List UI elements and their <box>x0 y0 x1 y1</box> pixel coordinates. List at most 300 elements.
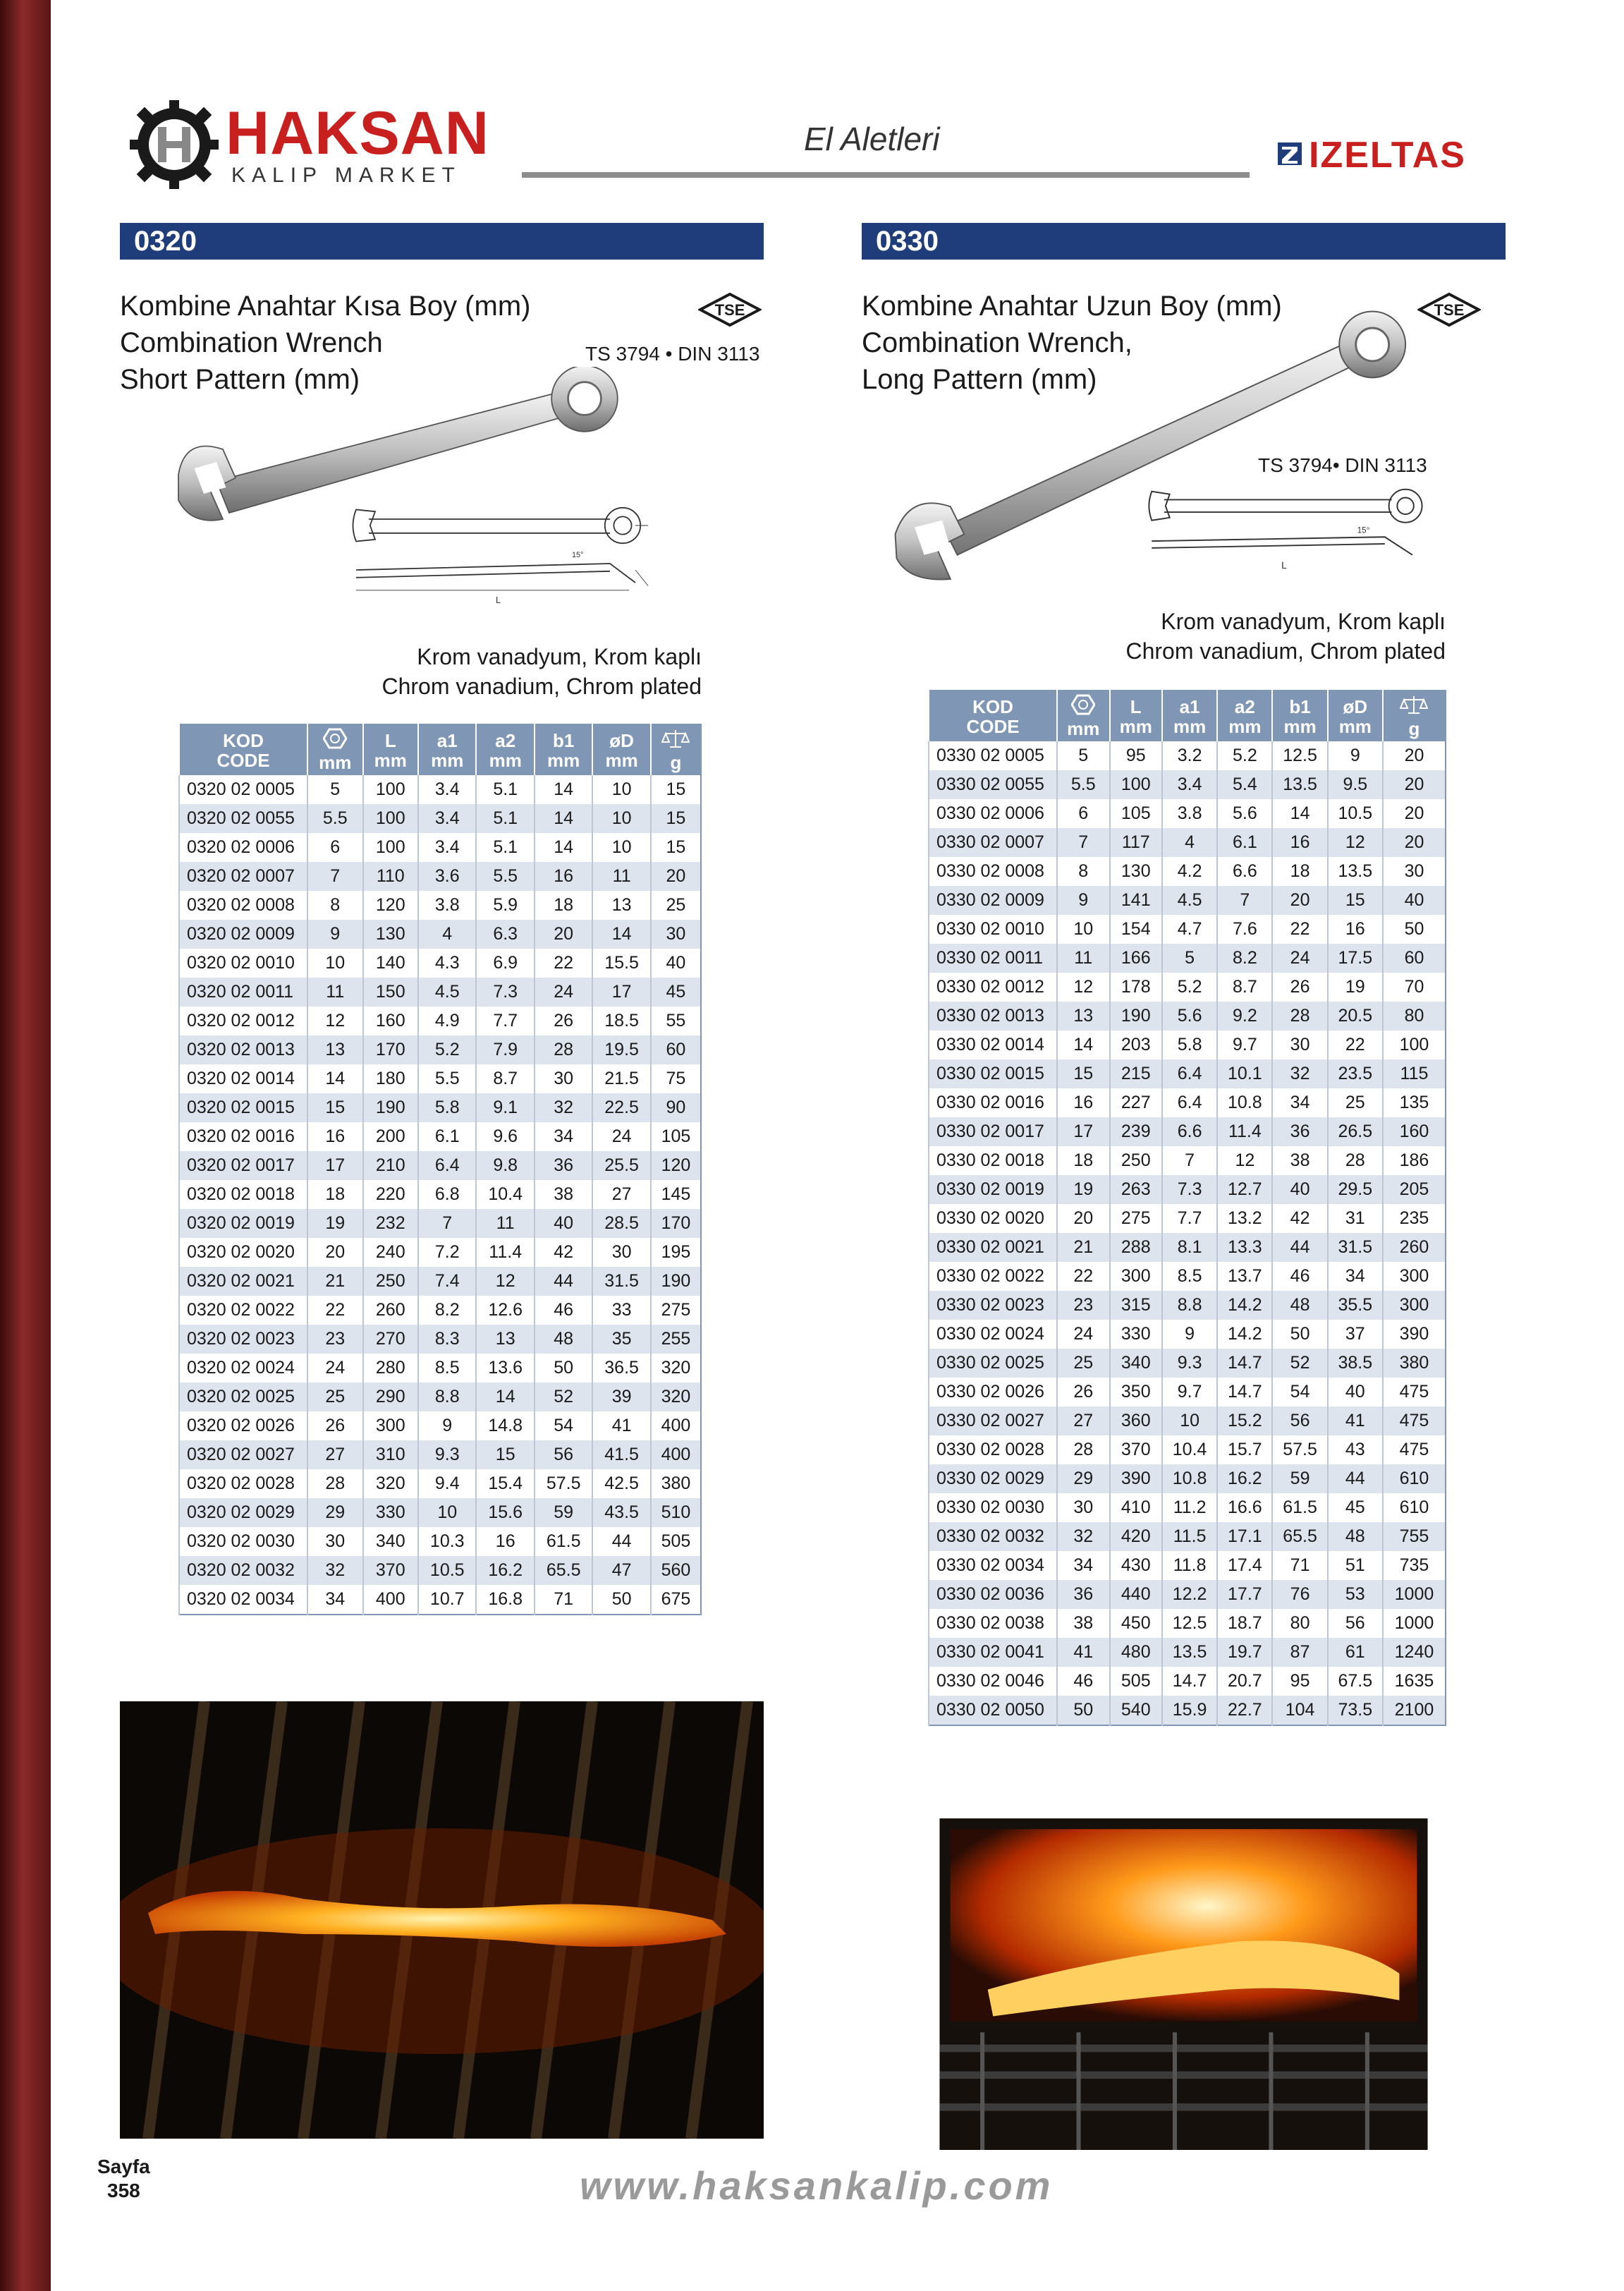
spec-cell: 5.2 <box>1162 973 1217 1002</box>
spec-cell: 8.8 <box>1162 1291 1217 1320</box>
spec-cell: 475 <box>1383 1406 1446 1435</box>
spec-cell: 32 <box>1057 1522 1110 1551</box>
spec-cell: 42 <box>535 1238 592 1267</box>
spec-cell: 71 <box>535 1585 592 1615</box>
spec-cell: 8.7 <box>476 1064 534 1093</box>
spec-cell: 14 <box>535 775 592 804</box>
table-row <box>179 1296 701 1325</box>
spec-cell: 8.5 <box>418 1354 476 1382</box>
spec-cell: 15 <box>1057 1059 1110 1088</box>
spec-cell: 15.5 <box>592 949 650 978</box>
spec-cell: 6.8 <box>418 1180 476 1209</box>
spec-cell: 27 <box>592 1180 650 1209</box>
material-line: Krom vanadyum, Krom kaplı <box>1161 609 1446 634</box>
product-code-cell: 0330 02 0009 <box>929 886 1057 915</box>
spec-cell: 65.5 <box>535 1556 592 1585</box>
spec-cell: 9.3 <box>1162 1349 1217 1378</box>
product-code-cell: 0330 02 0041 <box>929 1638 1057 1667</box>
spec-cell: 9.5 <box>1328 770 1383 799</box>
spec-cell: 6.6 <box>1217 857 1272 886</box>
spec-cell: 30 <box>592 1238 650 1267</box>
spec-cell: 18.7 <box>1217 1609 1272 1638</box>
spec-cell: 60 <box>1383 944 1446 973</box>
spec-cell: 10 <box>1162 1406 1217 1435</box>
spec-cell: 4 <box>1162 828 1217 857</box>
spec-cell: 39 <box>592 1382 650 1411</box>
spec-cell: 16 <box>535 862 592 891</box>
spec-cell: 5.1 <box>476 833 534 862</box>
spec-cell: 33 <box>592 1296 650 1325</box>
product-code-cell: 0320 02 0008 <box>179 891 307 920</box>
spec-cell: 15 <box>651 775 701 804</box>
spec-cell: 24 <box>1272 944 1327 973</box>
spec-cell: 90 <box>651 1093 701 1122</box>
product-code-cell: 0320 02 0005 <box>179 775 307 804</box>
category-title: El Aletleri <box>804 121 940 157</box>
spec-cell: 280 <box>363 1354 419 1382</box>
spec-cell: 32 <box>307 1556 363 1585</box>
table-row <box>929 1262 1446 1291</box>
table-row <box>929 1551 1446 1580</box>
spec-cell: 45 <box>651 978 701 1007</box>
material-right <box>1044 607 1446 666</box>
spec-cell: 56 <box>535 1440 592 1469</box>
spec-cell: 34 <box>535 1122 592 1151</box>
spec-cell: 13.5 <box>1162 1638 1217 1667</box>
spec-cell: 370 <box>363 1556 419 1585</box>
spec-cell: 18 <box>1272 857 1327 886</box>
product-code-cell: 0330 02 0026 <box>929 1378 1057 1406</box>
spec-cell: 5.5 <box>1057 770 1110 799</box>
spec-cell: 320 <box>363 1469 419 1498</box>
spec-cell: 14.7 <box>1162 1667 1217 1696</box>
spec-cell: 43 <box>1328 1435 1383 1464</box>
spec-cell: 13.7 <box>1217 1262 1272 1291</box>
spec-cell: 250 <box>1110 1146 1163 1175</box>
table-row <box>929 1464 1446 1493</box>
page-number-block <box>97 2155 150 2203</box>
spec-cell: 3.4 <box>418 804 476 833</box>
spec-cell: 60 <box>651 1035 701 1064</box>
spec-cell: 52 <box>535 1382 592 1411</box>
spec-cell: 10.3 <box>418 1527 476 1556</box>
spec-cell: 300 <box>1383 1262 1446 1291</box>
spec-cell: 9.1 <box>476 1093 534 1122</box>
spec-cell: 11.4 <box>1217 1117 1272 1146</box>
spec-cell: 11 <box>476 1209 534 1238</box>
spec-cell: 14 <box>592 920 650 949</box>
table-row <box>179 1411 701 1440</box>
spec-cell: 7.7 <box>1162 1204 1217 1233</box>
spec-cell: 80 <box>1383 1002 1446 1031</box>
spec-cell: 110 <box>363 862 419 891</box>
product-code-cell: 0330 02 0038 <box>929 1609 1057 1638</box>
tse-mark-icon <box>698 292 762 327</box>
hex-nut-icon <box>323 728 347 749</box>
spec-cell: 61.5 <box>535 1527 592 1556</box>
spec-cell: 61 <box>1328 1638 1383 1667</box>
spec-cell: 4.5 <box>418 978 476 1007</box>
table-row <box>929 1406 1446 1435</box>
spec-cell: 15 <box>651 833 701 862</box>
spec-cell: 35.5 <box>1328 1291 1383 1320</box>
product-code-cell: 0330 02 0005 <box>929 741 1057 770</box>
table-row <box>929 770 1446 799</box>
spec-cell: 10.5 <box>1328 799 1383 828</box>
spec-cell: 160 <box>1383 1117 1446 1146</box>
spec-cell: 13 <box>592 891 650 920</box>
furnace-photo-right <box>862 1818 1506 2150</box>
spec-cell: 135 <box>1383 1088 1446 1117</box>
table-row <box>179 891 701 920</box>
material-left <box>324 642 702 701</box>
spec-cell: 26 <box>1272 973 1327 1002</box>
spec-cell: 21 <box>1057 1233 1110 1262</box>
product-code-cell: 0320 02 0007 <box>179 862 307 891</box>
spec-cell: 15 <box>307 1093 363 1122</box>
spec-cell: 41 <box>1057 1638 1110 1667</box>
spec-cell: 11.8 <box>1162 1551 1217 1580</box>
spec-cell: 7.9 <box>476 1035 534 1064</box>
spec-cell: 100 <box>363 833 419 862</box>
spec-cell: 61.5 <box>1272 1493 1327 1522</box>
spec-cell: 14 <box>1057 1031 1110 1059</box>
table-header-row <box>179 724 701 775</box>
col-a1: a1 mm <box>418 724 476 775</box>
col-od: øD mm <box>1328 691 1383 741</box>
spec-cell: 200 <box>363 1122 419 1151</box>
spec-cell: 8.8 <box>418 1382 476 1411</box>
spec-cell: 6.6 <box>1162 1117 1217 1146</box>
spec-cell: 44 <box>1272 1233 1327 1262</box>
product-code-cell: 0330 02 0032 <box>929 1522 1057 1551</box>
spec-cell: 50 <box>1272 1320 1327 1349</box>
table-row <box>929 1493 1446 1522</box>
svg-text:L: L <box>496 595 501 605</box>
table-row <box>929 1522 1446 1551</box>
spec-cell: 16.2 <box>1217 1464 1272 1493</box>
spec-cell: 675 <box>651 1585 701 1615</box>
product-code-cell: 0330 02 0050 <box>929 1696 1057 1725</box>
spec-cell: 95 <box>1110 741 1163 770</box>
spec-cell: 540 <box>1110 1696 1163 1725</box>
spec-cell: 17 <box>592 978 650 1007</box>
spec-cell: 30 <box>1057 1493 1110 1522</box>
spec-cell: 14 <box>476 1382 534 1411</box>
table-row <box>179 775 701 804</box>
spec-cell: 95 <box>1272 1667 1327 1696</box>
spec-cell: 275 <box>1110 1204 1163 1233</box>
spec-cell: 40 <box>1328 1378 1383 1406</box>
spec-cell: 23.5 <box>1328 1059 1383 1088</box>
spec-cell: 190 <box>1110 1002 1163 1031</box>
product-code-cell: 0320 02 0019 <box>179 1209 307 1238</box>
spec-cell: 6.4 <box>1162 1088 1217 1117</box>
spec-cell: 1000 <box>1383 1580 1446 1609</box>
spec-cell: 14.7 <box>1217 1378 1272 1406</box>
spec-cell: 16 <box>1272 828 1327 857</box>
spec-cell: 9 <box>1057 886 1110 915</box>
spec-cell: 195 <box>651 1238 701 1267</box>
spec-cell: 16 <box>1057 1088 1110 1117</box>
svg-text:L: L <box>1281 560 1287 571</box>
spec-cell: 250 <box>363 1267 419 1296</box>
table-row <box>179 1325 701 1354</box>
spec-cell: 1000 <box>1383 1609 1446 1638</box>
spec-cell: 13.6 <box>476 1354 534 1382</box>
spec-cell: 100 <box>1383 1031 1446 1059</box>
product-code-cell: 0320 02 0026 <box>179 1411 307 1440</box>
spec-cell: 4.9 <box>418 1007 476 1035</box>
spec-cell: 10.7 <box>418 1585 476 1615</box>
spec-cell: 21.5 <box>592 1064 650 1093</box>
spec-cell: 1635 <box>1383 1667 1446 1696</box>
spec-cell: 3.8 <box>1162 799 1217 828</box>
col-code: KOD CODE <box>929 691 1057 741</box>
table-row <box>929 1059 1446 1088</box>
spec-cell: 65.5 <box>1272 1522 1327 1551</box>
spec-cell: 7.3 <box>1162 1175 1217 1204</box>
spec-cell: 170 <box>651 1209 701 1238</box>
col-b1: b1 mm <box>535 724 592 775</box>
spec-cell: 24 <box>1057 1320 1110 1349</box>
spec-cell: 20 <box>651 862 701 891</box>
table-row <box>179 920 701 949</box>
spec-cell: 340 <box>1110 1349 1163 1378</box>
spec-cell: 30 <box>535 1064 592 1093</box>
spec-cell: 47 <box>592 1556 650 1585</box>
table-row <box>929 1002 1446 1031</box>
product-code-cell: 0320 02 0010 <box>179 949 307 978</box>
spec-cell: 5.2 <box>1217 741 1272 770</box>
spec-cell: 36.5 <box>592 1354 650 1382</box>
title-line: Combination Wrench, <box>862 327 1132 358</box>
standard-right: TS 3794• DIN 3113 <box>1258 454 1427 476</box>
section-bar-0330: 0330 <box>862 223 1506 260</box>
table-row <box>179 1064 701 1093</box>
spec-cell: 255 <box>651 1325 701 1354</box>
spec-cell: 8 <box>307 891 363 920</box>
spec-cell: 56 <box>1328 1609 1383 1638</box>
spec-cell: 19.7 <box>1217 1638 1272 1667</box>
spec-cell: 12 <box>1328 828 1383 857</box>
spec-cell: 50 <box>1383 915 1446 944</box>
spec-cell: 25 <box>1057 1349 1110 1378</box>
partner-name: IZELTAS <box>1309 135 1466 176</box>
spec-cell: 67.5 <box>1328 1667 1383 1696</box>
spec-cell: 117 <box>1110 828 1163 857</box>
spec-cell: 5 <box>1057 741 1110 770</box>
col-weight: g <box>1383 691 1446 741</box>
product-code-cell: 0320 02 0016 <box>179 1122 307 1151</box>
spec-cell: 120 <box>363 891 419 920</box>
spec-cell: 300 <box>1110 1262 1163 1291</box>
table-row <box>929 1146 1446 1175</box>
spec-cell: 14.8 <box>476 1411 534 1440</box>
spec-cell: 17 <box>307 1151 363 1180</box>
spec-cell: 735 <box>1383 1551 1446 1580</box>
table-row <box>929 973 1446 1002</box>
haksan-logo[interactable] <box>128 99 509 190</box>
spec-cell: 21 <box>307 1267 363 1296</box>
spec-cell: 410 <box>1110 1493 1163 1522</box>
section-bar-0320: 0320 <box>120 223 764 260</box>
spec-cell: 38.5 <box>1328 1349 1383 1378</box>
table-row <box>929 1088 1446 1117</box>
spec-cell: 19 <box>1328 973 1383 1002</box>
spec-cell: 52 <box>1272 1349 1327 1378</box>
spec-cell: 380 <box>1383 1349 1446 1378</box>
table-row <box>179 1382 701 1411</box>
spec-cell: 4.7 <box>1162 915 1217 944</box>
spec-cell: 12.2 <box>1162 1580 1217 1609</box>
tse-label: TSE <box>1434 301 1465 319</box>
product-code-cell: 0330 02 0025 <box>929 1349 1057 1378</box>
spec-cell: 475 <box>1383 1378 1446 1406</box>
spec-cell: 100 <box>363 804 419 833</box>
spec-cell: 18.5 <box>592 1007 650 1035</box>
website-link[interactable]: www.haksankalip.com <box>580 2163 1054 2208</box>
spec-cell: 30 <box>307 1527 363 1556</box>
spec-cell: 9 <box>418 1411 476 1440</box>
spec-cell: 8.5 <box>1162 1262 1217 1291</box>
spec-cell: 10 <box>592 775 650 804</box>
product-code-cell: 0330 02 0008 <box>929 857 1057 886</box>
spec-cell: 44 <box>535 1267 592 1296</box>
spec-cell: 5.6 <box>1217 799 1272 828</box>
spec-cell: 390 <box>1110 1464 1163 1493</box>
table-row <box>179 1556 701 1585</box>
spec-cell: 141 <box>1110 886 1163 915</box>
product-code-cell: 0330 02 0021 <box>929 1233 1057 1262</box>
spec-cell: 40 <box>535 1209 592 1238</box>
spec-cell: 30 <box>1272 1031 1327 1059</box>
spec-cell: 28 <box>1328 1146 1383 1175</box>
table-row <box>929 799 1446 828</box>
spec-cell: 46 <box>1272 1262 1327 1291</box>
spec-cell: 320 <box>651 1354 701 1382</box>
table-row <box>179 1354 701 1382</box>
spec-cell: 755 <box>1383 1522 1446 1551</box>
spec-cell: 41 <box>592 1411 650 1440</box>
spec-cell: 50 <box>535 1354 592 1382</box>
partner-logo[interactable] <box>1309 134 1466 176</box>
spec-cell: 16 <box>1328 915 1383 944</box>
spec-cell: 36 <box>1057 1580 1110 1609</box>
spec-cell: 610 <box>1383 1493 1446 1522</box>
spec-cell: 13 <box>1057 1002 1110 1031</box>
spec-cell: 14 <box>1272 799 1327 828</box>
brand-subtitle: KALIP MARKET <box>231 164 461 187</box>
spec-cell: 12 <box>476 1267 534 1296</box>
spec-cell: 17 <box>1057 1117 1110 1146</box>
table-row <box>179 1122 701 1151</box>
spec-cell: 190 <box>651 1267 701 1296</box>
product-code-cell: 0320 02 0009 <box>179 920 307 949</box>
spec-cell: 14.2 <box>1217 1291 1272 1320</box>
table-row <box>179 1035 701 1064</box>
spec-cell: 15.2 <box>1217 1406 1272 1435</box>
spec-cell: 9.7 <box>1217 1031 1272 1059</box>
table-row <box>929 1291 1446 1320</box>
spec-cell: 166 <box>1110 944 1163 973</box>
spec-cell: 11 <box>592 862 650 891</box>
spec-cell: 15.7 <box>1217 1435 1272 1464</box>
table-row <box>179 1527 701 1556</box>
spec-cell: 9.2 <box>1217 1002 1272 1031</box>
product-code-cell: 0320 02 0017 <box>179 1151 307 1180</box>
spec-cell: 6 <box>1057 799 1110 828</box>
spec-cell: 5.4 <box>1217 770 1272 799</box>
svg-text:15°: 15° <box>1357 525 1370 535</box>
table-row <box>929 741 1446 770</box>
spec-cell: 48 <box>1272 1291 1327 1320</box>
spec-cell: 50 <box>1057 1696 1110 1725</box>
spec-cell: 28 <box>1057 1435 1110 1464</box>
spec-cell: 28 <box>535 1035 592 1064</box>
spec-cell: 71 <box>1272 1551 1327 1580</box>
product-code-cell: 0320 02 0030 <box>179 1527 307 1556</box>
spec-cell: 87 <box>1272 1638 1327 1667</box>
table-row <box>179 1238 701 1267</box>
spec-cell: 12 <box>1057 973 1110 1002</box>
spec-cell: 22 <box>535 949 592 978</box>
spec-cell: 38 <box>535 1180 592 1209</box>
table-row <box>929 1175 1446 1204</box>
spec-cell: 19.5 <box>592 1035 650 1064</box>
table-row <box>929 1580 1446 1609</box>
spec-cell: 38 <box>1057 1609 1110 1638</box>
product-code-cell: 0330 02 0023 <box>929 1291 1057 1320</box>
spec-cell: 18 <box>307 1180 363 1209</box>
product-code-cell: 0320 02 0020 <box>179 1238 307 1267</box>
spec-cell: 140 <box>363 949 419 978</box>
product-code-cell: 0330 02 0020 <box>929 1204 1057 1233</box>
spec-cell: 235 <box>1383 1204 1446 1233</box>
table-row <box>179 833 701 862</box>
spec-cell: 9.6 <box>476 1122 534 1151</box>
spec-cell: 10.4 <box>1162 1435 1217 1464</box>
spec-cell: 310 <box>363 1440 419 1469</box>
spec-cell: 28 <box>1272 1002 1327 1031</box>
spec-cell: 6 <box>307 833 363 862</box>
spec-cell: 275 <box>651 1296 701 1325</box>
spec-cell: 170 <box>363 1035 419 1064</box>
spec-cell: 350 <box>1110 1378 1163 1406</box>
spec-cell: 7.7 <box>476 1007 534 1035</box>
product-code-cell: 0330 02 0017 <box>929 1117 1057 1146</box>
spec-cell: 5.1 <box>476 804 534 833</box>
spec-cell: 3.8 <box>418 891 476 920</box>
product-code-cell: 0320 02 0018 <box>179 1180 307 1209</box>
spec-cell: 27 <box>307 1440 363 1469</box>
spec-cell: 5 <box>1162 944 1217 973</box>
spec-cell: 9.4 <box>418 1469 476 1498</box>
spec-cell: 105 <box>651 1122 701 1151</box>
product-code-cell: 0320 02 0024 <box>179 1354 307 1382</box>
spec-cell: 9 <box>1328 741 1383 770</box>
product-code-cell: 0330 02 0018 <box>929 1146 1057 1175</box>
product-code-cell: 0330 02 0015 <box>929 1059 1057 1088</box>
spec-cell: 18 <box>535 891 592 920</box>
col-size: mm <box>307 724 363 775</box>
table-row <box>179 1007 701 1035</box>
col-l: L mm <box>363 724 419 775</box>
spec-cell: 13 <box>307 1035 363 1064</box>
table-row <box>929 1233 1446 1262</box>
izeltas-mark-icon <box>1276 140 1305 168</box>
spec-cell: 27 <box>1057 1406 1110 1435</box>
